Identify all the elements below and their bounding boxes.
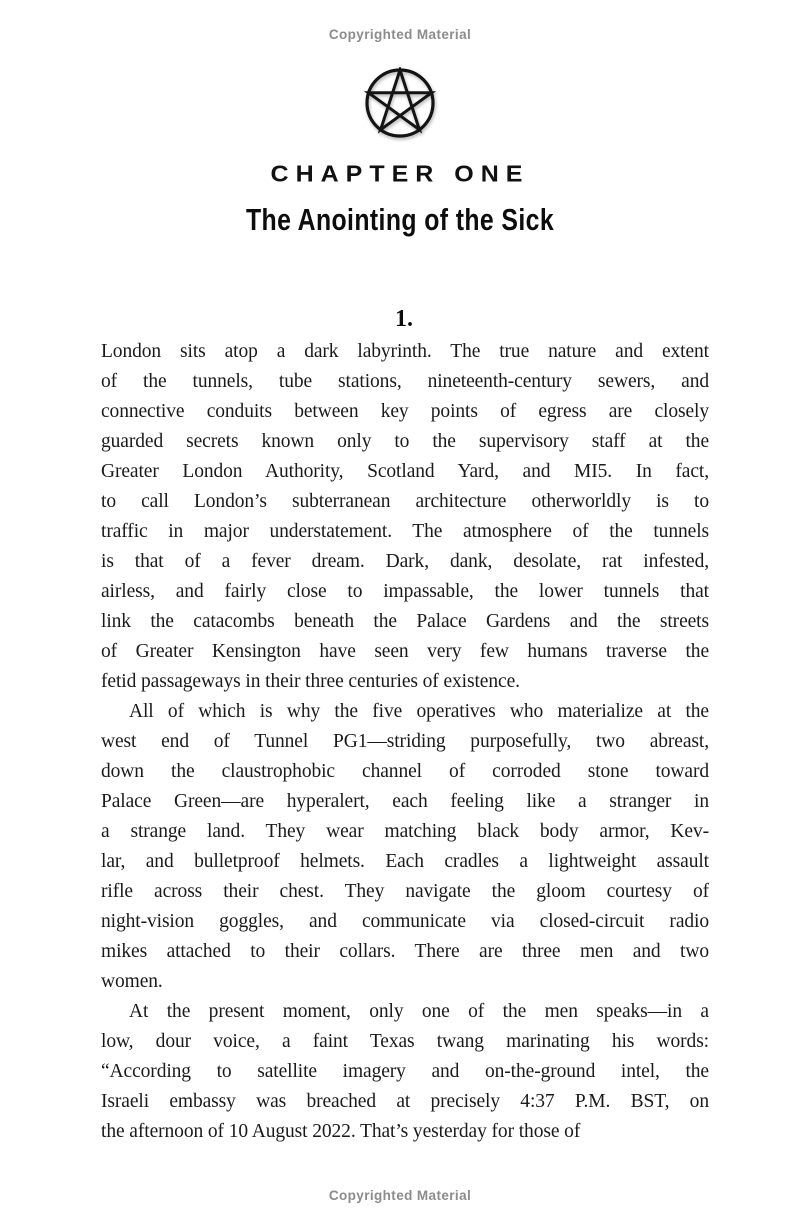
text-line: Israeli embassy was breached at precisely 4:37 P.M. BST, on [101, 1091, 709, 1112]
text-line: traffic in major understatement. The atmosphere of the tunnels [101, 521, 709, 542]
text-line: fetid passageways in their three centuries of existence. [101, 671, 520, 692]
text-line: women. [101, 971, 163, 992]
paragraph [101, 697, 709, 997]
text-line: to call London’s subterranean architecture otherworldly is to [101, 491, 709, 512]
text-line: “According to satellite imagery and on-the-ground intel, the [101, 1061, 709, 1082]
text-line: Greater London Authority, Scotland Yard, and MI5. In fact, [101, 461, 709, 482]
text-line: mikes attached to their collars. There are three men and two [101, 941, 709, 962]
text-line: night-vision goggles, and communicate via closed-circuit radio [101, 911, 709, 932]
text-line: At the present moment, only one of the men speaks—in a [129, 1001, 709, 1022]
text-line: guarded secrets known only to the supervisory staff at the [101, 431, 709, 452]
text-line: All of which is why the five operatives who materialize at the [129, 701, 709, 722]
text-line: is that of a fever dream. Dark, dank, desolate, rat infested, [101, 551, 709, 572]
text-line: of Greater Kensington have seen very few humans traverse the [101, 641, 709, 662]
chapter-title: The Anointing of the Sick [245, 202, 555, 237]
text-line: low, dour voice, a faint Texas twang marinating his words: [101, 1031, 709, 1052]
text-line: London sits atop a dark labyrinth. The true nature and extent [101, 341, 709, 362]
section-number: 1. [395, 306, 413, 332]
text-line: down the claustrophobic channel of corroded stone toward [101, 761, 709, 782]
chapter-emblem [0, 67, 800, 144]
text-line: west end of Tunnel PG1—striding purposefully, two abreast, [101, 731, 709, 752]
text-line: airless, and fairly close to impassable, the lower tunnels that [101, 581, 709, 602]
copyright-notice-bottom: Copyrighted Material [328, 1188, 472, 1203]
text-line: lar, and bulletproof helmets. Each cradles a lightweight assault [101, 851, 709, 872]
text-line: link the catacombs beneath the Palace Gardens and the streets [101, 611, 709, 632]
text-line: of the tunnels, tube stations, nineteenth-century sewers, and [101, 371, 709, 392]
text-line: the afternoon of 10 August 2022. That’s yesterday for those of [101, 1121, 581, 1142]
text-line: rifle across their chest. They navigate the gloom courtesy of [101, 881, 709, 902]
text-line: Palace Green—are hyperalert, each feeling like a stranger in [101, 791, 709, 812]
text-line: a strange land. They wear matching black body armor, Kev- [101, 821, 709, 842]
text-block [101, 337, 709, 1147]
chapter-label: CHAPTER ONE [270, 161, 530, 187]
copyright-notice-top: Copyrighted Material [328, 27, 472, 42]
pentagram-icon [364, 67, 436, 139]
paragraph [101, 337, 709, 697]
text-line: connective conduits between key points of egress are closely [101, 401, 709, 422]
paragraph [101, 997, 709, 1147]
